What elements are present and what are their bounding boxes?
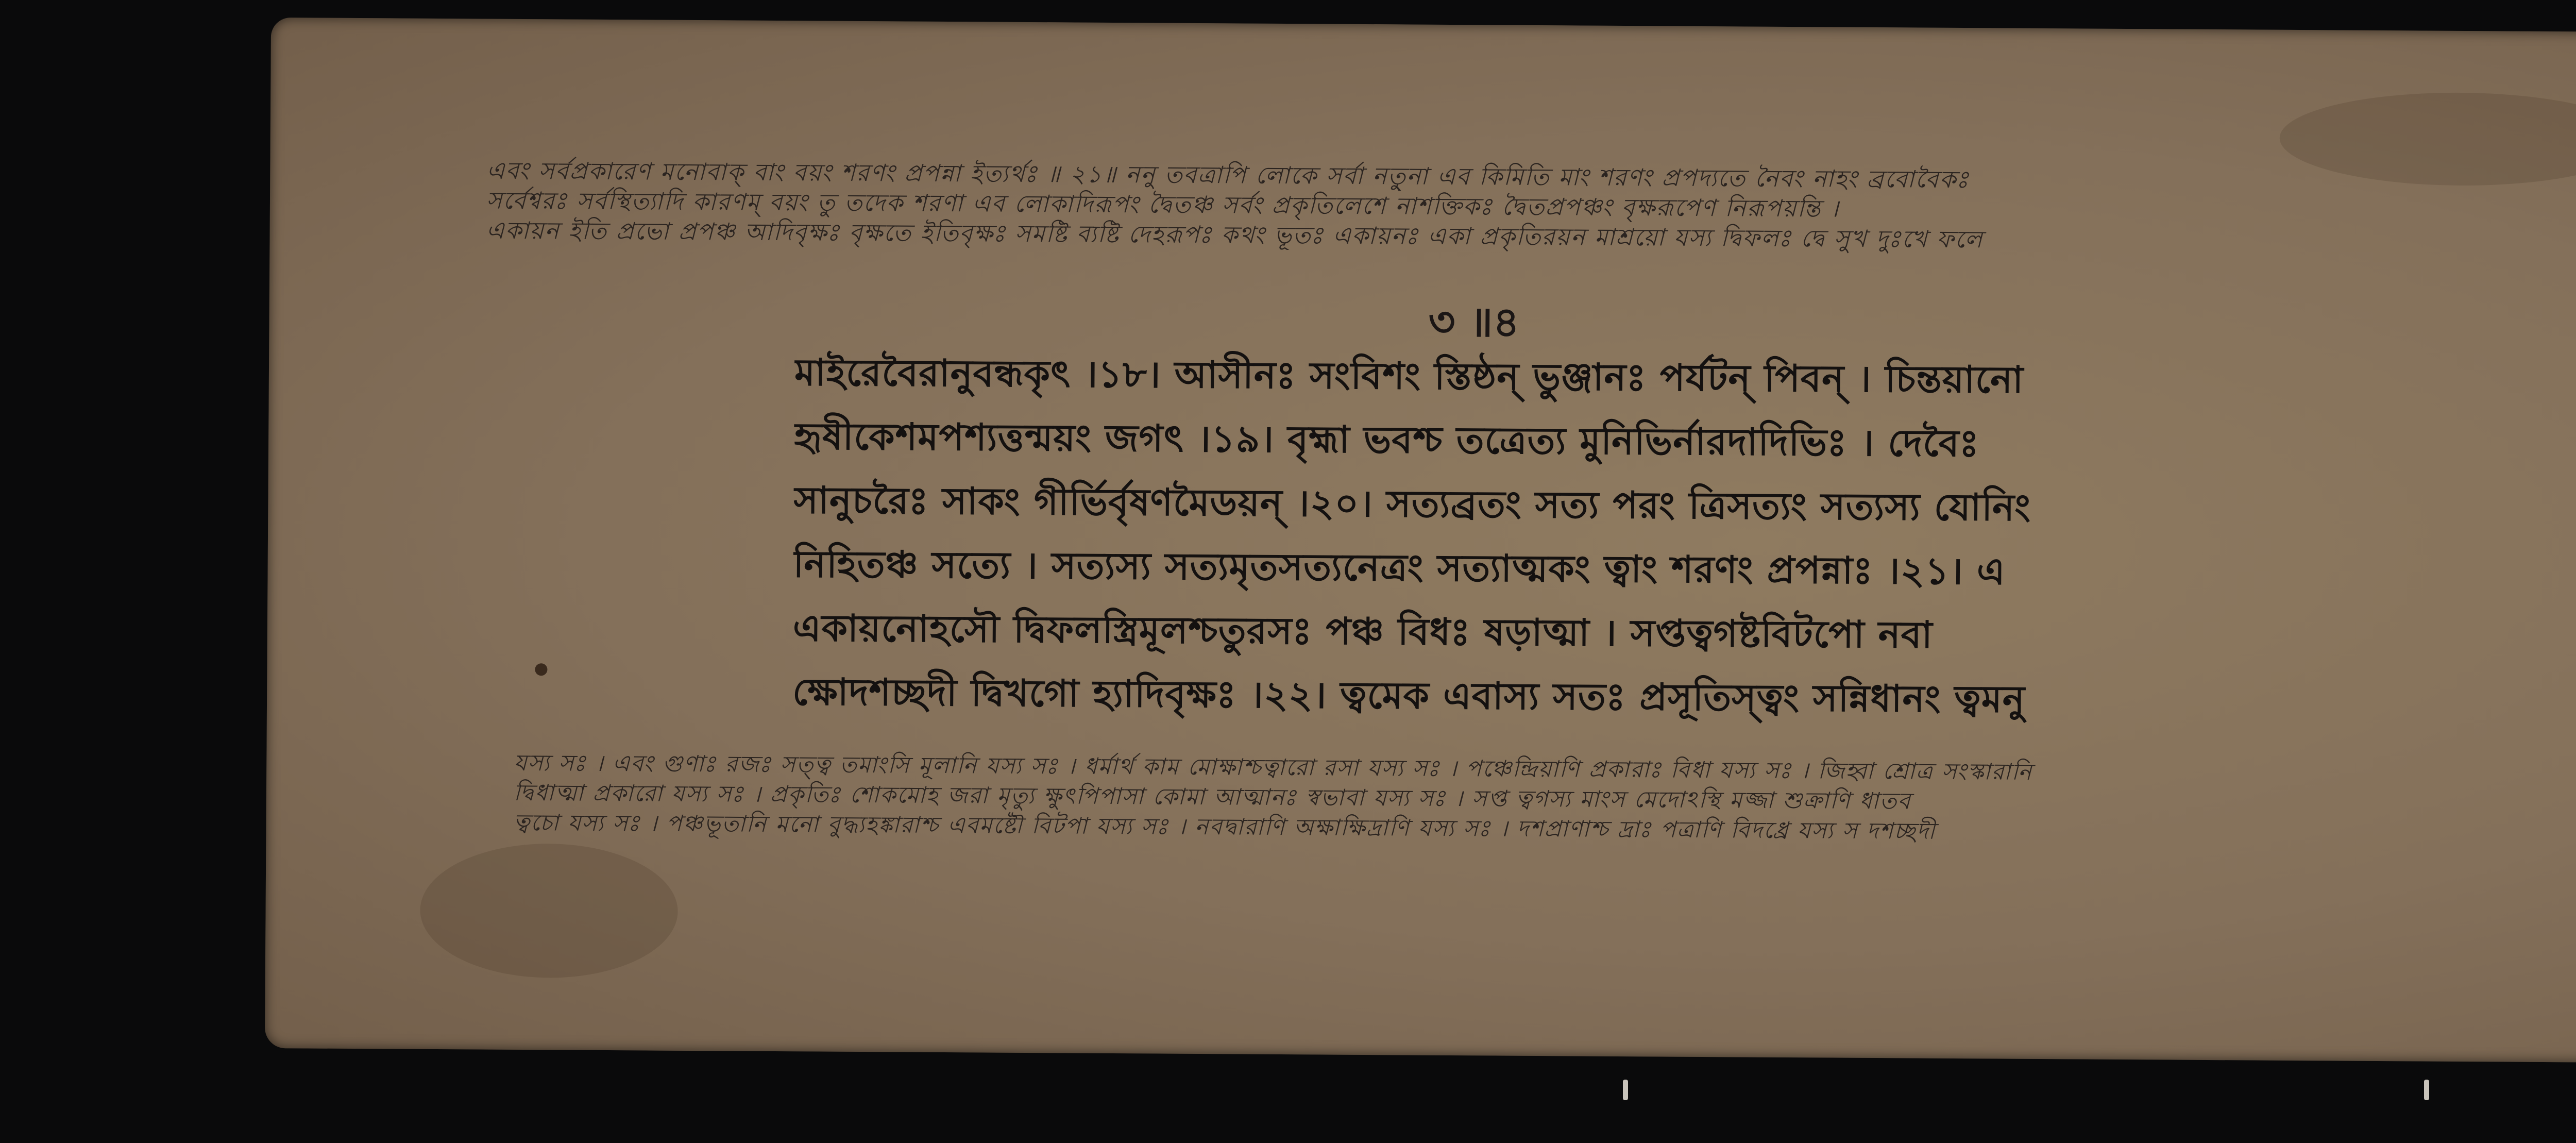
- binding-hole: [535, 663, 547, 676]
- commentary-line: একায়ন ইতি প্রভো প্রপঞ্চ আদিবৃক্ষঃ বৃক্ষতে ইতিবৃক্ষঃ সমষ্টি ব্যষ্টি দেহরূপঃ কথং ভূতঃ একায়নঃ একা প্রকৃতিরয়ন মাশ্রয়ো যস্য দ্বিফলঃ দ্বে সুখ দুঃখে ফলে: [486, 216, 1984, 254]
- commentary-bottom: [513, 748, 2576, 853]
- main-text-line: সানুচরৈঃ সাকং গীর্ভির্বৃষণমৈডয়ন্‌ ।২০। সত্যব্রতং সত্য পরং ত্রিসত্যং সত্যস্য যোনিং: [793, 478, 2031, 529]
- commentary-line: সর্বেশ্বরঃ সর্বস্থিত্যাদি কারণম্‌ বয়ং তু তদেক শরণা এব লোকাদিরূপং দ্বৈতঞ্চ সর্বং প্রকৃতিলেশে নাশক্তিকঃ দ্বৈতপ্রপঞ্চং বৃক্ষরূপেণ নিরূপয়ন্তি ।: [486, 186, 1840, 223]
- main-text-line: একায়নোহসৌ দ্বিফলস্ত্রিমূলশ্চতুরসঃ পঞ্চ বিধঃ ষড়াত্মা । সপ্তত্বগষ্টবিটপো নবা: [792, 606, 1933, 657]
- folio-number: ৩ ॥৪: [1428, 297, 1520, 346]
- main-text-line: মাইরেবৈরানুবন্ধকৃৎ ।১৮। আসীনঃ সংবিশং স্তিষ্ঠন্‌ ভুঞ্জানঃ পর্যটন্‌ পিবন্‌ । চিন্তয়ানো: [794, 350, 2024, 401]
- commentary-line: এবং সর্বপ্রকারেণ মনোবাক্‌ বাং বয়ং শরণং প্রপন্না ইত্যর্থঃ ॥ ২১॥ ননু তবত্রাপি লোকে সর্বা নতু্না এব কিমিতি মাং শরণং প্রপদ্যতে নৈবং নাহং ব্রবোবৈকঃ: [486, 156, 1970, 194]
- main-text-block: [792, 340, 2576, 735]
- commentary-top: [486, 156, 2576, 261]
- main-text-line: হৃষীকেশমপশ্যত্তন্ময়ং জগৎ ।১৯। বৃহ্মা ভবশ্চ তত্রেত্য মুনিভির্নারদাদিভিঃ । দেবৈঃ: [793, 414, 1980, 465]
- manuscript-folio: [265, 18, 2576, 1065]
- paper-stain: [420, 843, 679, 979]
- commentary-line: দ্বিধাত্মা প্রকারো যস্য সঃ । প্রকৃতিঃ শোকমোহ জরা মৃত্যু ক্ষুৎপিপাসা কোমা আত্মানঃ স্বভাবা যস্য সঃ । সপ্ত ত্বগস্য মাংস মেদোঽস্থি মজ্জা শুক্রাণি ধাতব: [513, 779, 1911, 815]
- main-text-line: নিহিতঞ্চ সত্যে । সত্যস্য সত্যমৃতসত্যনেত্রং সত্যাত্মকং ত্বাং শরণং প্রপন্নাঃ ।২১। এ: [793, 542, 2006, 593]
- main-text-line: ক্ষোদশচ্ছদী দ্বিখগো হ্যাদিবৃক্ষঃ ।২২। ত্বমেক এবাস্য সতঃ প্রসূতিস্ত্বং সন্নিধানং ত্বমনু: [792, 669, 2025, 721]
- commentary-line: যস্য সঃ । এবং গুণাঃ রজঃ সত্ত্ব তমাংসি মূলানি যস্য সঃ । ধর্মার্থ কাম মোক্ষাশ্চত্বারো রসা যস্য সঃ । পঞ্চেন্দ্রিয়াণি প্রকারাঃ বিধা যস্য সঃ । জিহ্বা শ্রোত্র সংস্কারানি: [514, 749, 2033, 785]
- mount-pin: [1623, 1080, 1628, 1100]
- mount-pin: [2424, 1080, 2429, 1100]
- commentary-line: ত্বচো যস্য সঃ । পঞ্চভূতানি মনো বুদ্ধ্যহঙ্কারাশ্চ এবমষ্টৌ বিটপা যস্য সঃ । নবদ্বারাণি অক্ষাক্ষিদ্রাণি যস্য সঃ । দশপ্রাণাশ্চ দ্রাঃ পত্রাণি বিদধ্রে যস্য স দশচ্ছদী: [513, 809, 1936, 845]
